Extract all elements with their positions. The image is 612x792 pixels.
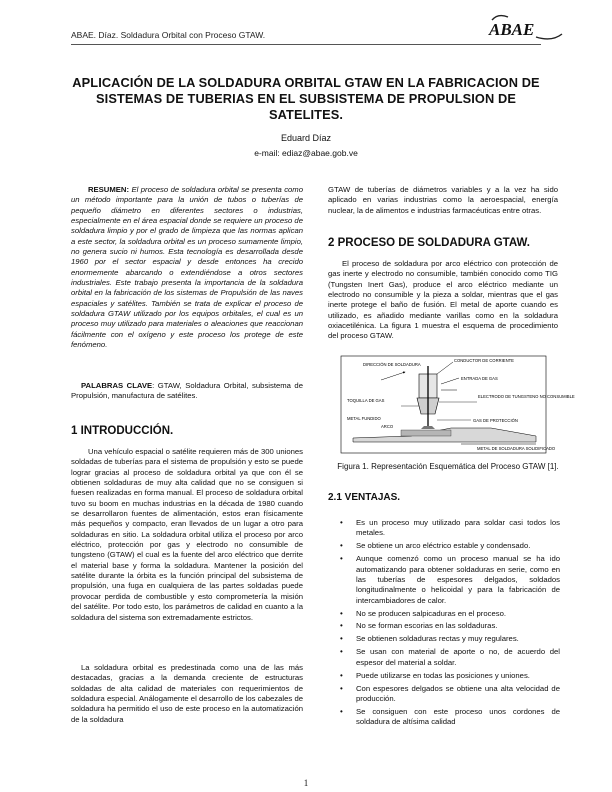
list-item: • Se consiguen con este proceso unos cordones de soldadura de altísima calidad <box>340 707 560 728</box>
logo-text: ABAE <box>489 20 535 39</box>
intro-p3-text: GTAW de tuberías de diámetros variables y a la vez ha sido aplicado en varias industrias como la aeroespacial, energía nuclear, la de alimentos e industrias farmacéuticas entre otras. <box>328 185 558 215</box>
keywords-label: PALABRAS CLAVE <box>81 381 153 390</box>
label-toquilla: TOQUILLA DE GAS <box>347 398 385 403</box>
list-item: • Se usan con material de aporte o no, de acuerdo del espesor del material a soldar. <box>340 647 560 668</box>
author-email: e-mail: ediaz@abae.gob.ve <box>254 148 358 158</box>
label-metal-solidificado: METAL DE SOLDADURA SOLIDIFICADO <box>477 446 556 451</box>
list-item: • Se obtiene un arco eléctrico estable y condensado. <box>340 541 560 551</box>
keywords-text: : GTAW, Soldadura Orbital, subsistema de Propulsión, manufactura de satélites. <box>71 381 303 401</box>
list-item: • Puede utilizarse en todas las posiciones y uniones. <box>340 671 560 681</box>
header-rule <box>71 44 541 45</box>
list-item: • No se producen salpicaduras en el proceso. <box>340 609 560 619</box>
abae-logo <box>484 14 564 44</box>
figure-caption: Figura 1. Representación Esquemática del Proceso GTAW [1]. <box>337 462 559 471</box>
section-heading-proceso-gtaw: 2 PROCESO DE SOLDADURA GTAW. <box>328 237 530 249</box>
page-number: 1 <box>303 778 309 788</box>
keywords <box>71 381 303 402</box>
author-name: Eduard Díaz <box>280 133 332 143</box>
intro-paragraph-1 <box>71 447 303 623</box>
label-arco: ARCO <box>381 424 394 429</box>
label-entrada-gas: ENTRADA DE GAS <box>461 376 498 381</box>
subsection-heading-ventajas: 2.1 VENTAJAS. <box>328 492 401 503</box>
list-item: • Aunque comenzó como un proceso manual se ha ido automatizando para obtener soldaduras en serie, como en las tuberías de espesores delgados, soldados longitudinalmente o helicoidal y para la fabricación de intercambiadores de calor. <box>340 554 560 606</box>
section2-p1-text: El proceso de soldadura por arco eléctrico con protección de gas inerte y electrodo no consumible, también conocido como TIG (Tungsten Inert Gas), produce el arco eléctrico mediante un electrodo no consumible y la pieza a soldar, mientras que el gas inerte protege el baño de fusión. El metal de aporte cuando es utilizado, es añadido mediante varillas como en la soldadura oxiacetilénica. La figura 1 muestra el esquema de procedimiento del proceso GTAW. <box>328 259 558 341</box>
ventajas-list <box>340 518 560 730</box>
label-metal-fundido: METAL FUNDIDO <box>347 416 381 421</box>
list-item: • No se forman escorias en las soldaduras. <box>340 621 560 631</box>
label-electrodo: ELECTRODO DE TUNGSTENO NO CONSUMIBLE <box>478 394 575 399</box>
label-gas-proteccion: GAS DE PROTECCIÓN <box>473 418 518 423</box>
intro-paragraph-continuation <box>328 185 558 216</box>
section2-paragraph <box>328 259 558 342</box>
label-direccion: DIRECCIÓN DE SOLDADURA <box>363 362 421 367</box>
list-item: • Con espesores delgados se obtiene una alta velocidad de producción. <box>340 684 560 705</box>
intro-paragraph-2 <box>71 663 303 725</box>
intro-p1-text: Una vehículo espacial o satélite requieren más de 300 uniones soldadas de tuberías para el sistema de propulsión y esto se puede lograr gracias al proceso de soldadura orbital ya que con él se obtienen soldaduras de muy alta calidad que no se consiguen si fuesen realizadas en forma manual. El proceso de soldadura orbital tuvo su boom en muchas industrias en la década de 1980 cuando se desarrollaron fuentes de alimentación, estos eran físicamente más pequeños y compacto, eran llevados de un lugar a otro para soldaduras en sitio. La soldadura orbital utiliza el proceso por arco eléctrico, protección por gas y electrodo no consumible de tungsteno (GTAW) el cual es la fuente del arco eléctrico que derrite el material base y forma la soldadura. Mantener la posición del satélite durante la órbita es la función principal del subsistema de propulsión, una fuga en cualquiera de las partes soldadas puede provocar perdida de combustible y esto comprometería la misión del satélite. Por todo esto, los parámetros de calidad en cuanto a la soldadura del sistema son extremadamente estrictos. <box>71 447 303 622</box>
section-heading-introduccion: 1 INTRODUCCIÓN. <box>71 425 174 437</box>
abstract <box>71 185 303 351</box>
abstract-label: RESUMEN: <box>88 185 130 194</box>
running-header: ABAE. Díaz. Soldadura Orbital con Proceso GTAW. <box>71 30 266 40</box>
abstract-text: El proceso de soldadura orbital se presenta como un método importante para la unión de tubos o tuberías de pequeño diámetro en diferentes sectores o industrias, especialmente en el área espacial donde se requiere un proceso de soldadura limpio y por el grado de limpieza que las normas aplican a este sector, la soldadura orbital es un proceso sumamente limpio, no genera sucio ni humos. Esta tecnología es desarrollada desde 1960 por el sector espacial y desde entonces ha crecido enormemente abarcando o extendiéndose a otros sectores industriales. Este trabajo presenta la importancia de la soldadura orbital en la fabricación de los sistemas de Propulsión de las naves espaciales y satélites. También se trata de explicar el proceso de soldadura GTAW utilizado por los equipos orbitales, el cual es un proceso muy utilizado para materiales o aleaciones que reaccionan fácilmente con el oxígeno y este proceso los protege de este fenómeno. <box>71 185 303 350</box>
logo-swoosh-bottom <box>536 34 562 39</box>
list-item: • Es un proceso muy utilizado para soldar casi todos los metales. <box>340 518 560 539</box>
list-item: • Se obtienen soldaduras rectas y muy regulares. <box>340 634 560 644</box>
label-conductor: CONDUCTOR DE CORRIENTE <box>454 358 514 363</box>
intro-p2-text: La soldadura orbital es predestinada como una de las más destacadas, gracias a la demanda creciente de estructuras soldadas de alta calidad de materiales con requerimientos de soldadura especial. Análogamente el desarrollo de los cabezales de soldadura ha permitido el uso de este proceso en la automatización de la soldadura <box>71 663 303 724</box>
figure-gtaw-schematic <box>341 356 575 453</box>
weld-bead <box>401 430 451 436</box>
paper-title: APLICACIÓN DE LA SOLDADURA ORBITAL GTAW EN LA FABRICACION DE SISTEMAS DE TUBERIAS EN EL SUBSISTEMA DE PROPULSION DE SATELITES. <box>72 75 540 122</box>
